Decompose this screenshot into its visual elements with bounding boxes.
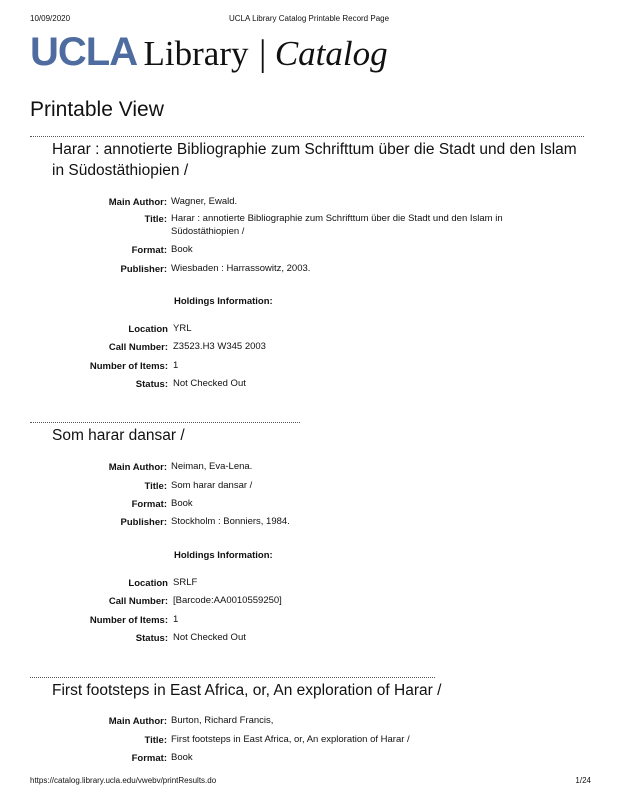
format-value: Book xyxy=(171,752,193,763)
logo-library: Library xyxy=(143,34,249,73)
call-number-label: Call Number: xyxy=(108,596,168,607)
number-of-items-label: Number of Items: xyxy=(89,615,168,626)
status-value: Not Checked Out xyxy=(173,632,246,643)
page-title: Printable View xyxy=(30,98,164,121)
number-of-items-value: 1 xyxy=(173,614,179,625)
format-value: Book xyxy=(171,498,193,509)
location-value: SRLF xyxy=(173,577,198,588)
print-url: https://catalog.library.ucla.edu/vwebv/printResults.do xyxy=(30,776,217,785)
title-value: Som harar dansar / xyxy=(171,480,253,491)
title-label: Title: xyxy=(144,214,167,225)
print-date: 10/09/2020 xyxy=(30,14,71,23)
record-title: Som harar dansar / xyxy=(52,427,185,444)
call-number-value: [Barcode:AA0010559250] xyxy=(173,595,282,606)
location-label: Location xyxy=(128,324,168,335)
page-number: 1/24 xyxy=(575,776,591,785)
call-number-value: Z3523.H3 W345 2003 xyxy=(173,341,266,352)
number-of-items-value: 1 xyxy=(173,360,179,371)
format-label: Format: xyxy=(131,753,167,764)
publisher-label: Publisher: xyxy=(120,264,167,275)
main-author-label: Main Author: xyxy=(108,716,167,727)
status-label: Status: xyxy=(135,379,168,390)
publisher-value: Stockholm : Bonniers, 1984. xyxy=(171,516,290,527)
logo-ucla: UCLA xyxy=(30,30,138,74)
logo-separator: | xyxy=(258,33,267,74)
record-title: Harar : annotierte Bibliographie zum Schrifttum über die Stadt und den Islam in Südostäthiopien / xyxy=(52,141,577,179)
main-author-value: Neiman, Eva-Lena. xyxy=(171,461,253,472)
title-label: Title: xyxy=(144,735,167,746)
print-header xyxy=(0,14,618,26)
record-divider xyxy=(30,136,584,137)
main-author-value: Burton, Richard Francis, xyxy=(171,715,274,726)
main-author-label: Main Author: xyxy=(108,462,167,473)
publisher-label: Publisher: xyxy=(120,517,167,528)
main-author-label: Main Author: xyxy=(108,197,167,208)
location-value: YRL xyxy=(173,323,192,334)
title-label: Title: xyxy=(144,481,167,492)
holdings-heading: Holdings Information: xyxy=(174,550,273,561)
number-of-items-label: Number of Items: xyxy=(89,361,168,372)
format-value: Book xyxy=(171,244,193,255)
main-author-value: Wagner, Ewald. xyxy=(171,196,238,207)
title-value: Harar : annotierte Bibliographie zum Schrifttum über die Stadt und den Islam in Südostäthiopien / xyxy=(171,213,503,237)
publisher-value: Wiesbaden : Harrassowitz, 2003. xyxy=(171,263,311,274)
print-page-title: UCLA Library Catalog Printable Record Page xyxy=(228,14,390,23)
holdings-heading: Holdings Information: xyxy=(174,296,273,307)
logo-catalog: Catalog xyxy=(274,34,388,73)
title-value: First footsteps in East Africa, or, An exploration of Harar / xyxy=(171,734,410,745)
status-value: Not Checked Out xyxy=(173,378,246,389)
format-label: Format: xyxy=(131,499,167,510)
status-label: Status: xyxy=(135,633,168,644)
ucla-library-catalog-logo[interactable] xyxy=(30,30,388,72)
record-title: First footsteps in East Africa, or, An exploration of Harar / xyxy=(52,682,442,699)
call-number-label: Call Number: xyxy=(108,342,168,353)
location-label: Location xyxy=(128,578,168,589)
record-divider xyxy=(30,422,300,423)
record-divider xyxy=(30,677,435,678)
print-footer xyxy=(0,776,618,788)
format-label: Format: xyxy=(131,245,167,256)
